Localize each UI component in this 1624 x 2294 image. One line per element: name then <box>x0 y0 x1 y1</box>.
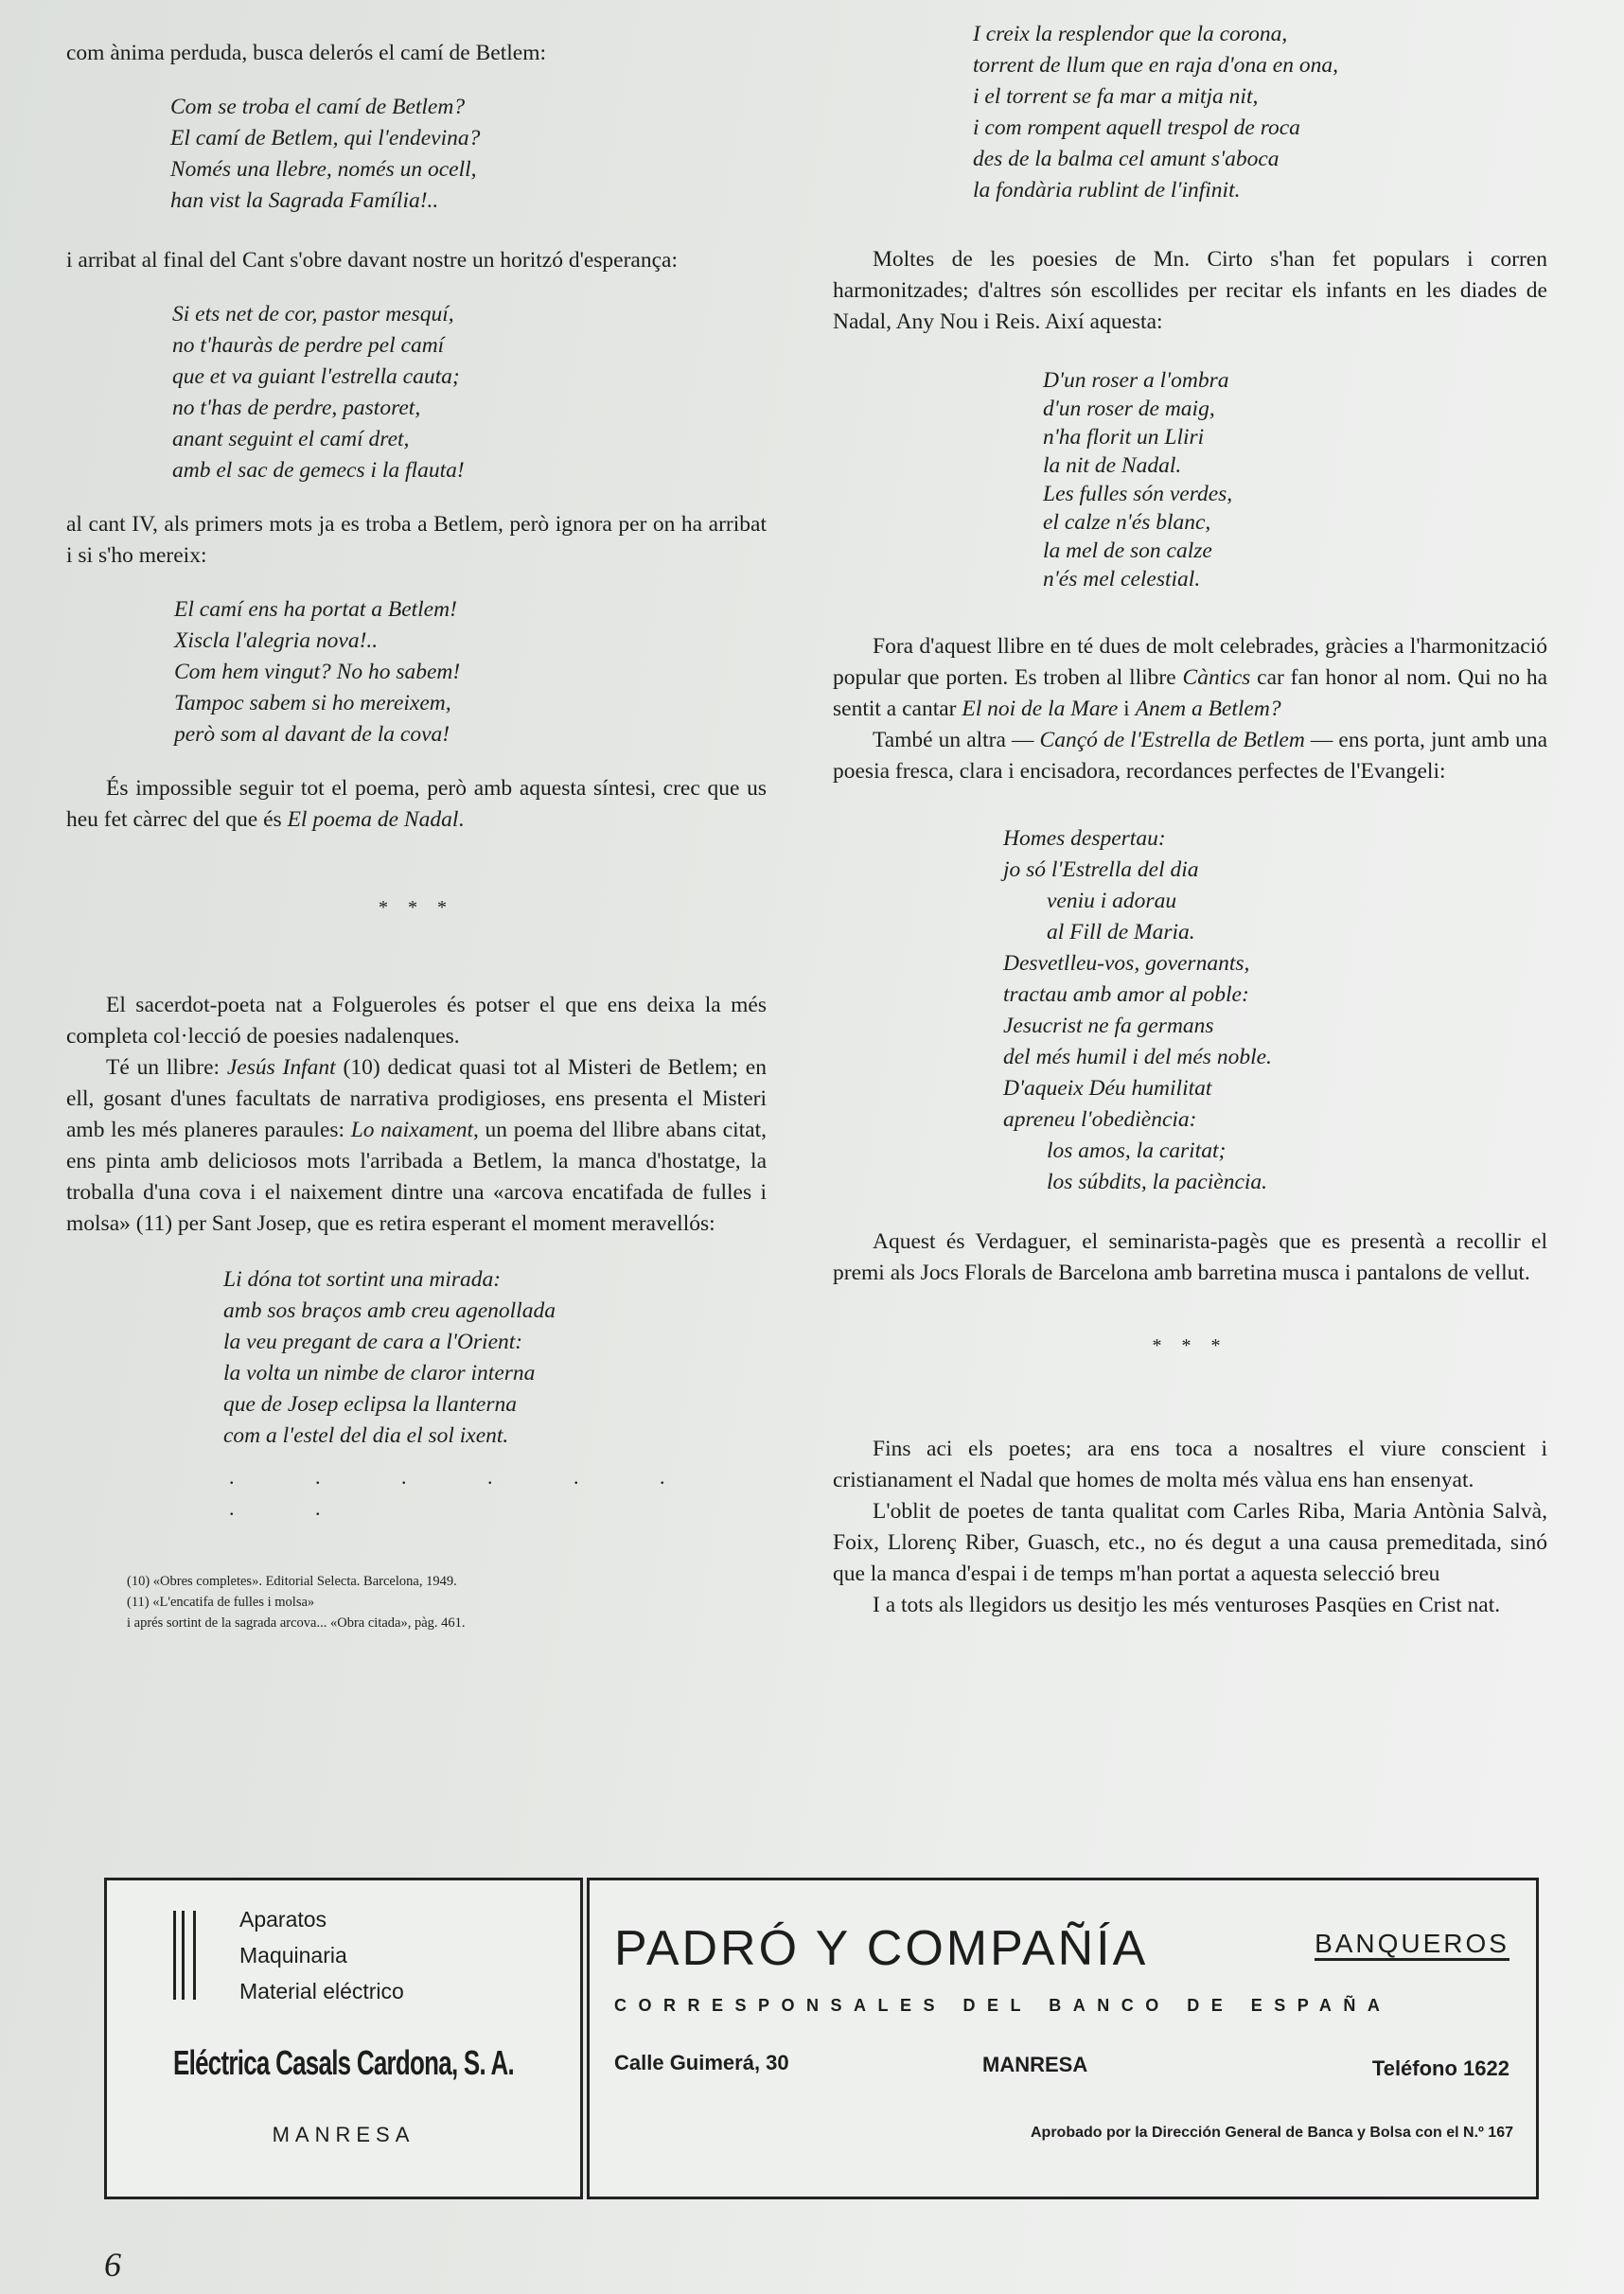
paragraph-10: Aquest és Verdaguer, el seminarista-pagès que es presentà a recollir el premi als Jocs Florals de Barcelona amb barretina musca i pantalons de vellut. <box>833 1229 1547 1285</box>
verse-line: la fondària rublint de l'infinit. <box>973 178 1241 203</box>
paragraph-13: I a tots als llegidors us desitjo les més venturoses Pasqües en Crist nat. <box>873 1593 1501 1617</box>
verse-line: des de la balma cel amunt s'aboca <box>973 147 1280 171</box>
verse-5 <box>973 19 1547 206</box>
verse-line: la volta un nimbe de claror interna <box>223 1361 536 1385</box>
paragraph-5: El sacerdot-poeta nat a Folgueroles és potser el que ens deixa la més completa col·lecció de poesies nadalenques. <box>66 993 767 1049</box>
verse-line: la nit de Nadal. <box>1043 453 1182 478</box>
right-column <box>833 19 1547 1621</box>
verse-line: al Fill de Maria. <box>1047 920 1195 944</box>
verse-line: Jesucrist ne fa germans <box>1003 1014 1214 1038</box>
paragraph-9: També un altra — Cançó de l'Estrella de Betlem — ens porta, junt amb una poesia fresca, clara i encisadora, recordances perfectes de l'Evangeli: <box>833 728 1548 784</box>
verse-line: Si ets net de cor, pastor mesquí, <box>172 302 454 326</box>
verse-line: i com rompent aquell trespol de roca <box>973 115 1300 140</box>
ad-city: MANRESA <box>272 2123 415 2146</box>
verse-line: anant seguint el camí dret, <box>172 427 410 451</box>
section-separator: * * * <box>1152 1335 1228 1356</box>
decorative-bars <box>173 1911 196 2000</box>
bank-phone: Teléfono 1622 <box>1371 2056 1509 2080</box>
verse-line: Les fulles són verdes, <box>1043 482 1233 506</box>
paragraph-2: i arribat al final del Cant s'obre davant nostre un horitzó d'esperança: <box>66 248 678 273</box>
verse-line: no t'hauràs de perdre pel camí <box>172 333 445 358</box>
verse-line: d'un roser de maig, <box>1043 397 1215 421</box>
page-number: 6 <box>104 2246 121 2284</box>
verse-line: que et va guiant l'estrella cauta; <box>172 364 460 389</box>
verse-line: El camí de Betlem, qui l'endevina? <box>170 126 481 150</box>
bank-subtitle: CORRESPONSALES DEL BANCO DE ESPAÑA <box>614 1996 1392 2015</box>
verse-line: que de Josep eclipsa la llanterna <box>223 1392 517 1417</box>
paragraph-7: Moltes de les poesies de Mn. Cirto s'han fet populars i corren harmonitzades; d'altres són escollides per recitar els infants en les diades de Nadal, Any Nou i Reis. Així aquesta: <box>833 247 1547 334</box>
verse-line: I creix la resplendor que la corona, <box>973 22 1288 46</box>
bank-address: Calle Guimerá, 30 <box>614 2051 789 2074</box>
verse-7 <box>1003 823 1547 1198</box>
verse-line: el calze n'és blanc, <box>1043 510 1211 535</box>
ellipsis-dots: . . . . . . . . <box>229 1465 703 1520</box>
verse-line: i el torrent se fa mar a mitja nit, <box>973 84 1259 109</box>
verse-line: apreneu l'obediència: <box>1003 1107 1197 1132</box>
bank-tag: BANQUEROS <box>1315 1930 1509 1961</box>
ad-casals-cardona <box>104 1878 583 2199</box>
paragraph-6: Té un llibre: Jesús Infant (10) dedicat quasi tot al Misteri de Betlem; en ell, gosant d'unes facultats de narrativa prodigioses, ens presenta el Misteri amb les més planeres paraules: Lo naixament, un poema del llibre abans citat, ens pinta amb deliciosos mots l'arribada a Betlem, la manca d'hostatge, la troballa d'una cova i el naixement dintre una «arcova encatifada de fulles i molsa» (11) per Sant Josep, que es retira esperant el moment meravellós: <box>66 1055 767 1236</box>
footnote-line: i aprés sortint de la sagrada arcova... «Obra citada», pàg. 461. <box>127 1615 466 1631</box>
verse-line: la mel de son calze <box>1043 538 1212 563</box>
verse-line: la veu pregant de cara a l'Orient: <box>223 1330 523 1354</box>
ad-product-line: Aparatos <box>239 1907 327 1932</box>
footnote-line: (10) «Obres completes». Editorial Selecta. Barcelona, 1949. <box>127 1574 457 1589</box>
verse-line: Només una llebre, només un ocell, <box>170 157 477 182</box>
verse-line: amb el sac de gemecs i la flauta! <box>172 458 465 483</box>
verse-line: tractau amb amor al poble: <box>1003 982 1249 1007</box>
verse-line: D'aqueix Déu humilitat <box>1003 1076 1212 1101</box>
verse-line: amb sos braços amb creu agenollada <box>223 1298 556 1323</box>
verse-line: los amos, la caritat; <box>1047 1138 1227 1163</box>
verse-line: Desvetlleu-vos, governants, <box>1003 951 1250 976</box>
paragraph-4: És impossible seguir tot el poema, però amb aquesta síntesi, crec que us heu fet càrrec del que és El poema de Nadal. <box>66 776 767 832</box>
bank-approval: Aprobado por la Dirección General de Banca y Bolsa con el N.º 167 <box>1031 2125 1513 2141</box>
verse-line: veniu i adorau <box>1047 889 1177 913</box>
verse-2 <box>172 299 767 486</box>
verse-line: jo só l'Estrella del dia <box>1003 857 1199 882</box>
section-separator: * * * <box>379 897 454 918</box>
intro-line: com ànima perduda, busca delerós el camí de Betlem: <box>66 41 547 65</box>
verse-line: Homes despertau: <box>1003 826 1166 851</box>
verse-line: del més humil i del més noble. <box>1003 1045 1272 1069</box>
verse-line: los súbdits, la paciència. <box>1047 1170 1268 1194</box>
ad-company-name: Eléctrica Casals Cardona, S. A. <box>173 2043 514 2082</box>
footnote-line: (11) «L'encatifa de fulles i molsa» <box>127 1595 315 1610</box>
ad-product-list <box>239 1901 404 2009</box>
paragraph-8: Fora d'aquest llibre en té dues de molt celebrades, gràcies a l'harmonització popular que porten. Es troben al llibre Càntics car fan honor al nom. Qui no ha sentit a cantar El noi de la Mare i Anem a Betlem? <box>833 634 1548 721</box>
paragraph-11: Fins aci els poetes; ara ens toca a nosaltres el viure conscient i cristianament el Nadal que homes de molta més vàlua ens han ensenyat. <box>833 1437 1547 1492</box>
footnotes <box>127 1571 767 1633</box>
verse-line: Tampoc sabem si ho mereixem, <box>174 691 451 715</box>
ad-product-line: Maquinaria <box>239 1943 347 1968</box>
bank-name: PADRÓ Y COMPAÑÍA <box>614 1921 1149 1976</box>
verse-line: Xiscla l'alegria nova!.. <box>174 628 379 653</box>
verse-line: n'ha florit un Lliri <box>1043 425 1205 450</box>
left-column <box>66 38 767 1633</box>
verse-line: torrent de llum que en raja d'ona en ona, <box>973 53 1338 78</box>
verse-line: però som al davant de la cova! <box>174 722 450 747</box>
verse-line: n'és mel celestial. <box>1043 567 1201 591</box>
verse-line: D'un roser a l'ombra <box>1043 368 1229 393</box>
verse-6 <box>1043 366 1547 593</box>
verse-line: El camí ens ha portat a Betlem! <box>174 597 457 622</box>
verse-line: com a l'estel del dia el sol ixent. <box>223 1423 509 1448</box>
verse-4 <box>223 1264 767 1452</box>
verse-line: Com hem vingut? No ho sabem! <box>174 660 461 684</box>
verse-line: no t'has de perdre, pastoret, <box>172 396 421 420</box>
bank-city: MANRESA <box>982 2053 1088 2076</box>
paragraph-3: al cant IV, als primers mots ja es troba a Betlem, però ignora per on ha arribat i si s'ho mereix: <box>66 512 767 568</box>
paragraph-12: L'oblit de poetes de tanta qualitat com Carles Riba, Maria Antònia Salvà, Foix, Llorenç Riber, Guasch, etc., no és degut a una causa premeditada, sinó que la manca d'espai i de temps m'han portat a aquesta selecció breu <box>833 1499 1547 1586</box>
verse-line: han vist la Sagrada Família!.. <box>170 188 439 213</box>
ad-padro-compania <box>587 1878 1539 2199</box>
verse-line: Com se troba el camí de Betlem? <box>170 95 466 119</box>
verse-line: Li dóna tot sortint una mirada: <box>223 1267 502 1292</box>
verse-1 <box>170 92 767 217</box>
verse-3 <box>174 594 767 750</box>
ad-product-line: Material eléctrico <box>239 1979 404 2003</box>
